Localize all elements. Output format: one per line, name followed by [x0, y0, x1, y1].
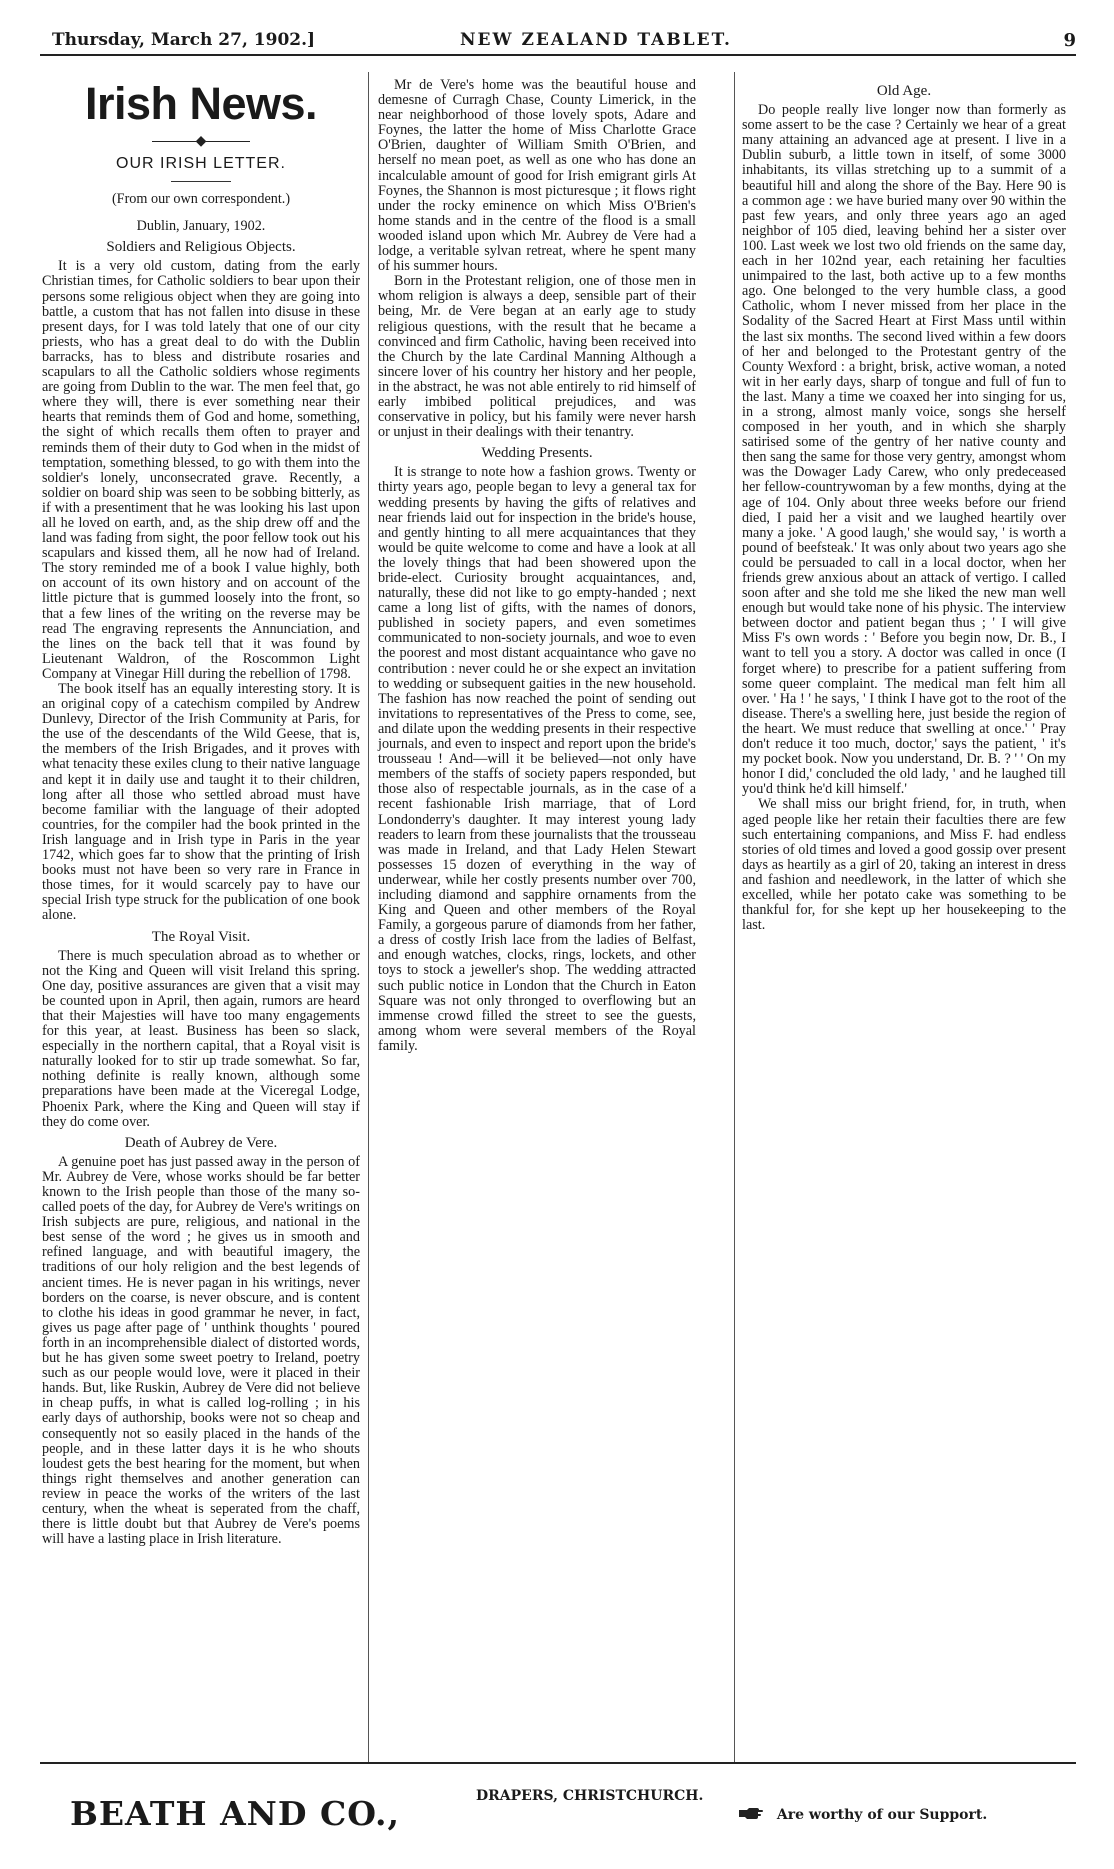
- article-heading: Death of Aubrey de Vere.: [124, 1134, 278, 1151]
- article-paragraph: It is strange to note how a fashion grows. Twenty or thirty years ago, people began to levy a general tax for wedding presents by having the gifts of relatives and near friends laid out for inspection in the bride's house, and gently hinting to all mere acquaintances that they would be quite welcome to come and have a look at all the lovely things that had been showered upon the bride-elect. Curiosity brought acquaintances, and, naturally, these did not like to go empty-handed ; next came a long list of gifts, with the names of donors, published in society papers, and even sometimes communicated to non-society journals, and woe to even the poorest and most distant acquaintance who gave no contribution : never could he or she expect an invitation to wedding or subsequent gaities in the new household. The fashion has now reached the point of sending out invitations to representatives of the Press to come, see, and dilate upon the wedding presents in their respective journals, and even to inspect and report upon the bride's trousseau ! And—will it be believed—not only have members of the staffs of society papers responded, but those also of respectable journals, as in the case of a recent fashionable Irish marriage, that of Lord Londonderry's daughter. It may interest young lady readers to learn from these journalists that the trousseau was made in Ireland, and that Lady Helen Stewart possesses 15 dozen of everything in the way of underwear, while her costly presents number over 700, including diamond and sapphire ornaments from the King and Queen and other members of the Royal Family, a gorgeous parure of diamonds from her father, a dress of costly Irish lace from the ladies of Belfast, and enough watches, clocks, rings, lockets, and other toys to stock a jeweller's shop. The wedding attracted such public notice in London that the Church in Eaton Square was not only thronged to overflowing but an immense crowd filled the street to see the guests, among whom were several members of the Royal family.: [378, 464, 696, 1054]
- footer-rule: [40, 1762, 1076, 1764]
- article-paragraph: It is a very old custom, dating from the early Christian times, for Catholic soldiers to bear upon their persons some religious object when they are going into battle, a custom that has not fallen into disuse in these present days, for I was told lately that one of our city priests, who has a great deal to do with the Dublin barracks, has to bless and distribute rosaries and scapulars to all the Catholic soldiers whose regiments are going from Dublin to the war. The men feel that, go where they will, there is ever something near their hearts that reminds them of God and home, something, the sight of which recalls them often to prayer and reminds them of their duty to God when in the midst of temptation, something blessed, to go with them into the soldier's lonely, unconsecrated grave. Recently, a soldier on board ship was seen to be sobbing bitterly, as if with a presentiment that he was looking his last upon all he loved on earth, and, as the ship drew off and the land was fading from sight, the poor fellow took out his scapulars and kissed them, all he now had of Ireland. The story reminded me of a book I value highly, both on account of its own history and on account of the little picture that is gummed loosely into the front, so that a few lines of the writing on the reverse may be read The engraving represents the Annunciation, and the lines on the back tell that it was found by Lieutenant Waldron, of the Roscommon Light Company at Vinegar Hill during the rebellion of 1798.: [42, 258, 360, 682]
- article-paragraph: Mr de Vere's home was the beautiful house and demesne of Curragh Chase, County Limerick, in the near neighborhood of those lovely spots, Adare and Foynes, the latter the home of Miss Charlotte Grace O'Brien, daughter of William Smith O'Brien, and herself no mean poet, as well as one who has done an incalculable amount of good for Irish emigrant girls At Foynes, the Shannon is most picturesque ; it flows right under the rocky eminence on which Miss O'Brien's home stands and in the centre of the flood is a small wooded island upon which Mr. Aubrey de Vere had a lodge, a veritable sylvan retreat, where he spent many of his summer hours.: [378, 77, 696, 275]
- advertiser-business: DRAPERS, CHRISTCHURCH.: [476, 1788, 704, 1804]
- advertisement-tagline-row: [738, 1806, 987, 1824]
- article-paragraph: We shall miss our bright friend, for, in truth, when aged people like her retain their faculties there are few such entertaining companions, and Miss F. had endless stories of old times and loved a good gossip over present days as heartily as a girl of 20, taking an interest in dress and fashion and needlework, in the latter of which she excelled, while her potato cake was something to be thankful for, for she kept up her housekeeping to the last.: [742, 796, 1066, 934]
- byline: (From our own correspondent.): [111, 191, 291, 208]
- column-rule: [734, 72, 735, 1762]
- article-paragraph: Born in the Protestant religion, one of those men in whom religion is always a deep, sensible part of their being, Mr. de Vere began at an early age to study religious questions, with the result that he became a convinced and firm Catholic, having been received into the Church by the late Cardinal Manning Although a sincere lover of his country her history and her people, in the abstract, he was not able entirely to rid himself of early imbibed political prejudices, and was conservative in policy, but his family were never harsh or unjust in their dealings with their tenantry.: [378, 273, 696, 441]
- running-head: [40, 28, 1076, 56]
- column-2: [378, 78, 696, 1054]
- article-heading: The Royal Visit.: [151, 928, 251, 945]
- advertiser-name: BEATH AND CO.,: [70, 1794, 400, 1833]
- masthead: Irish News.: [84, 78, 318, 129]
- divider: [171, 181, 231, 182]
- advertisement-tagline: Are worthy of our Support.: [776, 1807, 988, 1823]
- issue-date: Thursday, March 27, 1902.]: [52, 30, 316, 50]
- pointing-hand-icon: [738, 1806, 764, 1824]
- article-heading: Soldiers and Religious Objects.: [106, 239, 296, 256]
- ornament-divider: ◆: [42, 136, 360, 148]
- column-1: [42, 78, 360, 1547]
- article-paragraph: There is much speculation abroad as to whether or not the King and Queen will visit Ireland this spring. One day, positive assurances are given that a visit may be counted upon in April, then again, rumors are heard that their Majesties will have too many engagements for this year, at least. Business has been so slack, especially in the northern capital, that a Royal visit is naturally looked for to stir up trade somewhat. So far, nothing definite is really known, although some preparations have been made at the Viceregal Lodge, Phoenix Park, where the King and Queen will stay if they do come over.: [42, 947, 360, 1130]
- article-paragraph: Do people really live longer now than formerly as some assert to be the case ? Certainly we hear of a great many attaining an advanced age at present. I live in a Dublin suburb, a little town in itself, of some 3000 inhabitants, its villas stretching up to a summit of a beautiful hill and along the shore of the Bay. Here 90 is a common age : we have buried many over 90 within the past few years, and only three years ago an aged neighbor of 105 died, leaving behind her a sister over 100. Last week we lost two old friends on the same day, each in her 102nd year, each retaining her faculties unimpaired to the last, both active up to a few months ago. One belonged to the very humble class, a good Catholic, whom I never missed from her place in the Sodality of the Sacred Heart at First Mass until within the last six months. The second lived within a few doors of her and belonged to the Protestant gentry of the County Wexford : a bright, brisk, active woman, a noted wit in her early days, sharp of tongue and full of fun to the last. Many a time we coaxed her into singing for us, in a strong, almost manly voice, songs she herself composed in her youth, and in which she sharply satirised some of the gentry of her native county and then sang the same for those very gentry, amongst whom was the Dowager Lady Carew, who only predeceased her fellow-countrywoman by a few months, dying at the age of 104. Only about three weeks before our friend died, I paid her a visit and we laughed heartily over many a joke. ' A good laugh,' she would say, ' is worth a pound of beefsteak.' It was only about two years ago she could be persuaded to call in a local doctor, when her friends grew anxious about an attack of vertigo. I called soon after and she told me she liked the new man well enough but would take none of his physic. The interview between doctor and patient began thus ; ' I will give Miss F's own words : ' Before you begin now, Dr. B., I want to tell you a story. A doctor was called in once (I forget where) to prescribe for a patient suffering from some queer complaint. The medical man felt him all over. ' Ha ! ' he says, ' I think I have got to the root of the disease. There's a swelling here, just beside the region of the heart. We must reduce that swelling at once.' ' Pray don't reduce it too much, doctor,' says the patient, ' it's my pocket book. Now you understand, Dr. B. ? ' ' On my honor I did,' concluded the old lady, ' and he laughed till you'd think he'd kill himself.': [742, 102, 1066, 798]
- article-heading: Old Age.: [876, 83, 932, 99]
- publication-title: NEW ZEALAND TABLET.: [460, 30, 732, 50]
- page-number: 9: [1063, 30, 1076, 51]
- article-heading: Wedding Presents.: [481, 445, 593, 462]
- column-rule: [368, 72, 369, 1762]
- section-title: OUR IRISH LETTER.: [116, 155, 286, 172]
- column-3: [742, 78, 1066, 933]
- dateline: Dublin, January, 1902.: [136, 218, 266, 235]
- article-paragraph: A genuine poet has just passed away in the person of Mr. Aubrey de Vere, whose works should be far better known to the Irish people than those of the many so-called poets of the day, for Aubrey de Vere's writings on Irish subjects are pure, religious, and national in the best sense of the word ; he gives us in smooth and refined language, and with beautiful imagery, the traditions of our holy religion and the best legends of ancient times. He is never pagan in his writings, never borders on the coarse, is never obscure, and is content to clothe his ideas in good grammar he never, in fact, gives us page after page of ' unthink thoughts ' poured forth in an incomprehensible dialect of distorted words, but he has given some sweet poetry to Ireland, poetry such as our people would love, were it placed in their hands. But, like Ruskin, Aubrey de Vere did not believe in cheap puffs, in what is called log-rolling ; in his early days of authorship, books were not so cheap and consequently not so easily placed in the hands of the people, and in these latter days it is he who shouts loudest gets the best hearing for the moment, but when things right themselves and another generation can review in peace the works of the writers of the last century, when the wheat is seperated from the chaff, there is little doubt but that Aubrey de Vere's poems will have a lasting place in Irish literature.: [42, 1153, 360, 1548]
- article-paragraph: The book itself has an equally interesting story. It is an original copy of a catechism compiled by Andrew Dunlevy, Director of the Irish Community at Paris, for the use of the descendants of the Wild Geese, that is, the members of the Irish Brigades, and it proves with what tenacity these exiles clung to their native language and kept it in daily use and taught it to their children, long after all those who settled abroad must have become familiar with the language of their adopted countries, for the compiler had the book printed in the Irish language and in Irish type in Paris in the year 1742, which goes far to show that the printing of Irish books must not have been so very rare in France in those times, for it would scarcely pay to have our special Irish type struck for the publication of one book alone.: [42, 681, 360, 924]
